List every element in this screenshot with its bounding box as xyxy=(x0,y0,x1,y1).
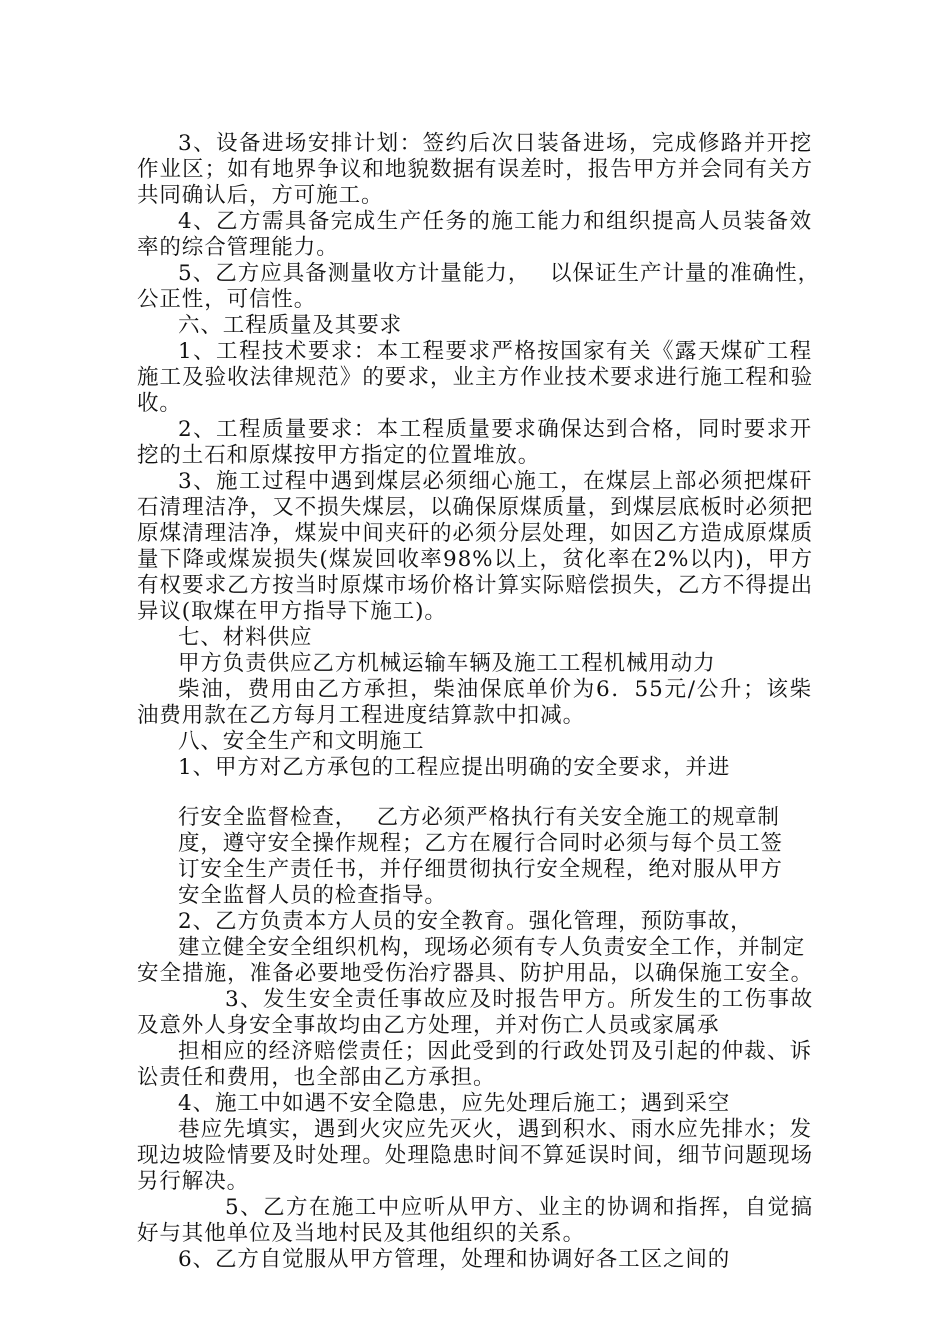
text-line: 2、工程质量要求：本工程质量要求确保达到合格，同时要求开 xyxy=(178,417,812,442)
text-line: 石清理洁净，又不损失煤层，以确保原煤质量，到煤层底板时必须把 xyxy=(137,495,813,520)
text-line: 共同确认后，方可施工。 xyxy=(137,183,384,208)
section-heading: 七、材料供应 xyxy=(178,625,313,650)
text-line: 安全监督人员的检查指导。 xyxy=(178,883,447,908)
text-line: 另行解决。 xyxy=(137,1169,250,1194)
text-line: 1、工程技术要求：本工程要求严格按国家有关《露天煤矿工程 xyxy=(178,339,812,364)
text-line: 巷应先填实，遇到火灾应先灭火，遇到积水、雨水应先排水；发 xyxy=(178,1117,812,1142)
text-line: 油费用款在乙方每月工程进度结算款中扣减。 xyxy=(137,703,586,728)
text-line: 异议(取煤在甲方指导下施工)。 xyxy=(137,599,447,624)
text-line: 3、发生安全责任事故应及时报告甲方。所发生的工伤事故 xyxy=(225,987,813,1012)
text-line: 收。 xyxy=(137,391,182,416)
section-heading: 八、安全生产和文明施工 xyxy=(178,729,425,754)
text-line: 5、乙方在施工中应听从甲方、业主的协调和指挥，自觉搞 xyxy=(225,1195,813,1220)
section-heading: 六、工程质量及其要求 xyxy=(178,313,403,338)
text-line: 量下降或煤炭损失(煤炭回收率98%以上，贫化率在2%以内)，甲方 xyxy=(137,547,813,572)
text-line: 好与其他单位及当地村民及其他组织的关系。 xyxy=(137,1221,586,1246)
text-line: 5、乙方应具备测量收方计量能力， 以保证生产计量的准确性， xyxy=(178,261,820,286)
text-line: 作业区；如有地界争议和地貌数据有误差时，报告甲方并会同有关方 xyxy=(137,157,813,182)
text-line: 及意外人身安全事故均由乙方处理，并对伤亡人员或家属承 xyxy=(137,1013,720,1038)
text-line: 公正性，可信性。 xyxy=(137,287,317,312)
text-line: 4、施工中如遇不安全隐患，应先处理后施工；遇到采空 xyxy=(178,1091,731,1116)
text-line: 有权要求乙方按当时原煤市场价格计算实际赔偿损失，乙方不得提出 xyxy=(137,573,813,598)
text-line: 担相应的经济赔偿责任；因此受到的行政处罚及引起的仲裁、诉 xyxy=(178,1039,812,1064)
text-line: 3、施工过程中遇到煤层必须细心施工，在煤层上部必须把煤矸 xyxy=(178,469,812,494)
text-line: 2、乙方负责本方人员的安全教育。强化管理，预防事故， xyxy=(178,909,753,934)
text-line: 度，遵守安全操作规程；乙方在履行合同时必须与每个员工签 xyxy=(178,831,783,856)
text-line: 讼责任和费用，也全部由乙方承担。 xyxy=(137,1065,496,1090)
text-line: 1、甲方对乙方承包的工程应提出明确的安全要求，并进 xyxy=(178,755,731,780)
text-line: 柴油，费用由乙方承担，柴油保底单价为6．55元/公升；该柴 xyxy=(178,677,812,702)
text-line: 施工及验收法律规范》的要求，业主方作业技术要求进行施工程和验 xyxy=(137,365,813,390)
text-line: 订安全生产责任书，并仔细贯彻执行安全规程，绝对服从甲方 xyxy=(178,857,783,882)
text-line: 行安全监督检查， 乙方必须严格执行有关安全施工的规章制 xyxy=(178,805,780,830)
text-line: 率的综合管理能力。 xyxy=(137,235,339,260)
text-line: 现边坡险情要及时处理。处理隐患时间不算延误时间，细节问题现场 xyxy=(137,1143,813,1168)
text-line: 6、乙方自觉服从甲方管理，处理和协调好各工区之间的 xyxy=(178,1247,731,1272)
text-line: 4、乙方需具备完成生产任务的施工能力和组织提高人员装备效 xyxy=(178,209,812,234)
text-line: 甲方负责供应乙方机械运输车辆及施工工程机械用动力 xyxy=(178,651,716,676)
text-line: 安全措施，准备必要地受伤治疗器具、防护用品，以确保施工安全。 xyxy=(137,961,813,986)
text-line: 挖的土石和原煤按甲方指定的位置堆放。 xyxy=(137,443,541,468)
text-line: 建立健全安全组织机构，现场必须有专人负责安全工作，并制定 xyxy=(178,935,806,960)
text-line: 原煤清理洁净，煤炭中间夹矸的必须分层处理，如因乙方造成原煤质 xyxy=(137,521,813,546)
text-line: 3、设备进场安排计划：签约后次日装备进场，完成修路并开挖 xyxy=(178,131,812,156)
